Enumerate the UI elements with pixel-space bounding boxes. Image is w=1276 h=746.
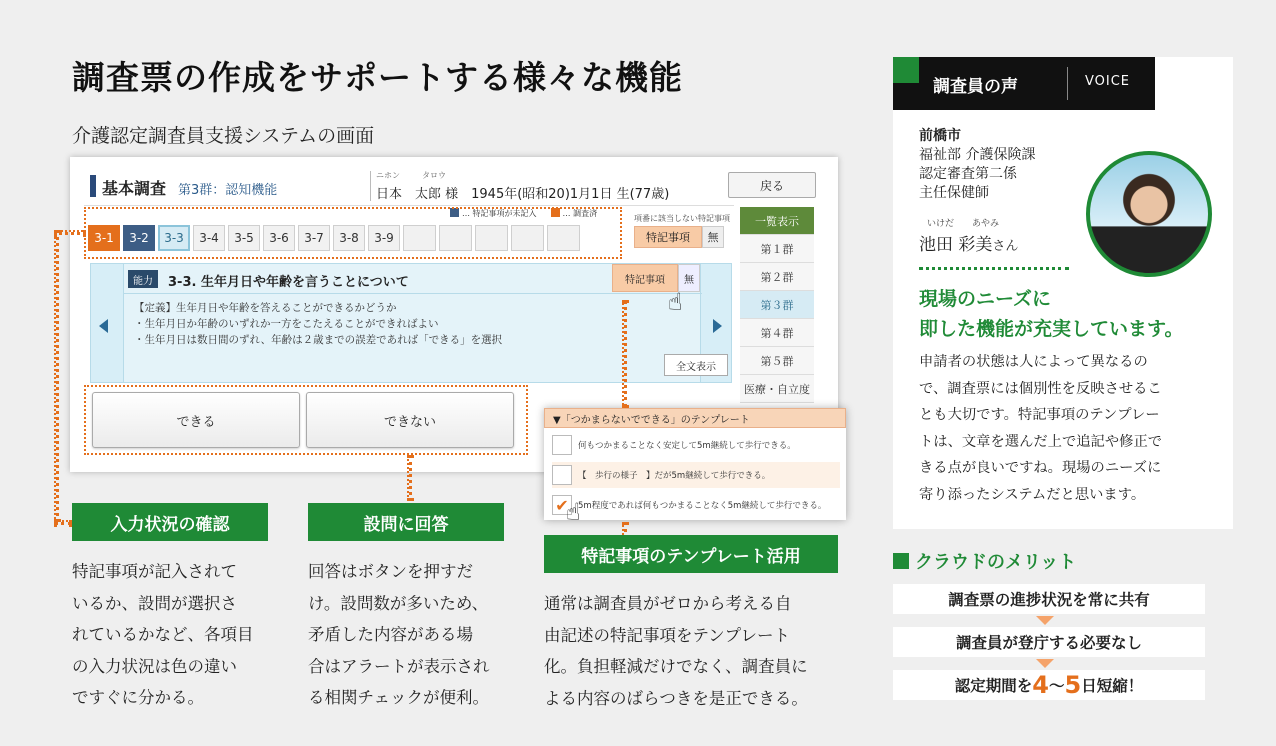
question-content (123, 264, 716, 382)
checkbox-checked[interactable]: ✔ (552, 495, 572, 515)
divider (370, 171, 371, 201)
voice-header (893, 57, 1155, 110)
template-option[interactable]: 何もつかまることなく安定して5m継続して歩行できる。 (552, 432, 840, 458)
tab-empty (403, 225, 436, 251)
checkbox[interactable] (552, 465, 572, 485)
question-note-button[interactable]: 特記事項 (612, 264, 678, 292)
tab-3-4[interactable]: 3-4 (193, 225, 225, 251)
next-arrow-icon[interactable] (713, 319, 722, 333)
unrelated-notes-label: 項番に該当しない特記事項 (634, 214, 730, 223)
checkbox[interactable] (552, 435, 572, 455)
question-category-badge: 能力 (128, 270, 158, 288)
question-panel (90, 263, 732, 383)
template-option[interactable]: ✔ 5m程度であれば何もつかまることなく5m継続して歩行できる。 (552, 492, 840, 518)
screen-group: 第3群：認知機能 (178, 183, 278, 198)
sidenav-group-5[interactable]: 第５群 (740, 347, 814, 375)
question-header (124, 264, 702, 294)
answer-no-button[interactable]: できない (306, 392, 514, 448)
unrelated-note-button[interactable]: 特記事項 (634, 226, 702, 248)
definition-line: ・生年月日か年齢のいずれか一方をこたえることができればよい (134, 318, 439, 330)
template-option[interactable]: 【 歩行の様子 】だが5m継続して歩行できる。 (552, 462, 840, 488)
connector-line (54, 520, 72, 525)
tab-empty (511, 225, 544, 251)
template-title: ▼「つかまらないでできる」のテンプレート (544, 408, 846, 428)
green-mark (893, 57, 919, 83)
tab-3-5[interactable]: 3-5 (228, 225, 260, 251)
merit-item: 認定期間を 4 〜 5 日短縮！ (893, 670, 1205, 700)
voice-subtitle: VOICE (1085, 74, 1131, 89)
tab-3-8[interactable]: 3-8 (333, 225, 365, 251)
connector-line (407, 455, 412, 501)
tab-empty (547, 225, 580, 251)
feature-desc-input-status: 特記事項が記入されて いるか、設問が選択さ れているかなど、各項目 の入力状況は色の違い ですぐに分かる。 (72, 562, 254, 707)
legend-unfilled: … 特記事項が未記入 (450, 208, 537, 219)
sidenav-list[interactable]: 一覧表示 (740, 207, 814, 235)
tab-3-2[interactable]: 3-2 (123, 225, 155, 251)
voice-headline: 現場のニーズに 即した機能が充実しています。 (919, 288, 1184, 340)
item-tabs (88, 225, 580, 251)
voice-panel (893, 57, 1233, 529)
group-sidenav (740, 207, 814, 403)
person-ruby: ニホン タロウ (376, 171, 446, 180)
definition-line: ・生年月日は数日間のずれ、年齢は２歳までの誤差であれば「できる」を選択 (134, 334, 503, 346)
tab-3-1[interactable]: 3-1 (88, 225, 120, 251)
interviewee-org: 前橋市 福祉部 介護保険課 認定審査第二係 主任保健師 (919, 128, 1036, 201)
tab-empty (475, 225, 508, 251)
feature-desc-answer: 回答はボタンを押すだ け。設問数が多いため、 矛盾した内容がある場 合はアラートが表示され る相関チェックが便利。 (308, 562, 490, 707)
question-none-button[interactable]: 無 (678, 264, 700, 292)
tab-3-7[interactable]: 3-7 (298, 225, 330, 251)
legend-done: … 調査済 (551, 208, 598, 219)
square-icon (893, 553, 909, 569)
screen-heading: 基本調査 (102, 179, 167, 198)
merits-title: クラウドのメリット (893, 548, 1076, 574)
tab-3-9[interactable]: 3-9 (368, 225, 400, 251)
feature-desc-template: 通常は調査員がゼロから考える自 由記述の特記事項をテンプレート 化。負担軽減だけでなく、調査員に よる内容のばらつきを是正できる。 (544, 594, 808, 708)
prev-arrow-icon[interactable] (99, 319, 108, 333)
connector-line (622, 300, 627, 408)
sidenav-group-3[interactable]: 第３群 (740, 291, 814, 319)
separator (84, 205, 734, 206)
page-title: 調査票の作成をサポートする様々な機能 (72, 58, 684, 97)
answer-yes-button[interactable]: できる (92, 392, 300, 448)
fulltext-button[interactable]: 全文表示 (664, 354, 728, 376)
unrelated-none-button[interactable]: 無 (702, 226, 724, 248)
back-button[interactable]: 戻る (728, 172, 816, 198)
down-arrow-icon (1036, 659, 1054, 668)
feature-label-template: 特記事項のテンプレート活用 (544, 535, 838, 573)
pointer-hand-icon: ☝ (668, 288, 683, 316)
definition-line: 【定義】生年月日や年齢を答えることができるかどうか (134, 302, 397, 314)
dotted-divider (919, 267, 1069, 270)
tab-empty (439, 225, 472, 251)
voice-body: 申請者の状態は人によって異なるの で、調査票には個別性を反映させるこ とも大切です。特記事項のテンプレー トは、文章を選んだ上で追記や修正で きる点が良いですね。現場のニーズに 寄り添ったシステムだと思います。 (919, 354, 1163, 503)
question-title: 3-3. 生年月日や年齢を言うことについて (168, 275, 409, 290)
sidenav-group-2[interactable]: 第２群 (740, 263, 814, 291)
question-definition (134, 300, 502, 348)
divider (1067, 67, 1068, 100)
screen-caption: 介護認定調査員支援システムの画面 (72, 125, 375, 147)
unrelated-notes (634, 226, 724, 248)
merit-item: 調査票の進捗状況を常に共有 (893, 584, 1205, 614)
connector-line (54, 230, 59, 522)
heading-marker (90, 175, 96, 197)
interviewee-photo (1086, 151, 1212, 277)
name-ruby: いけだ あやみ (927, 219, 1000, 229)
sidenav-medical[interactable]: 医療・自立度 (740, 375, 814, 403)
interviewee-name: 池田 彩美さん (919, 235, 1019, 255)
feature-label-answer: 設問に回答 (308, 503, 504, 541)
feature-label-input-status: 入力状況の確認 (72, 503, 268, 541)
pointer-hand-icon: ☝ (566, 498, 581, 526)
down-arrow-icon (1036, 616, 1054, 625)
question-notes (612, 264, 700, 292)
merit-item: 調査員が登庁する必要なし (893, 627, 1205, 657)
sidenav-group-1[interactable]: 第１群 (740, 235, 814, 263)
template-popup (544, 408, 846, 520)
voice-title: 調査員の声 (933, 77, 1018, 97)
tab-3-3[interactable]: 3-3 (158, 225, 190, 251)
tab-3-6[interactable]: 3-6 (263, 225, 295, 251)
sidenav-group-4[interactable]: 第４群 (740, 319, 814, 347)
person-info: 日本 太郎 様 1945年(昭和20)1月1日 生(77歳) (376, 187, 670, 202)
